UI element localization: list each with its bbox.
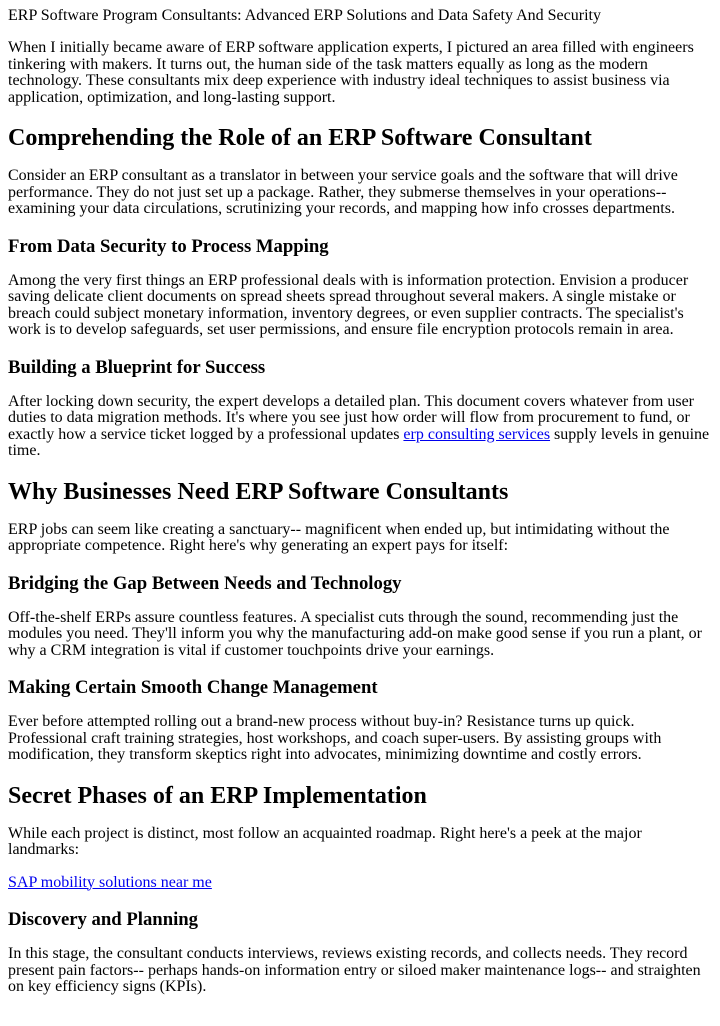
sap-mobility-solutions-link[interactable]: SAP mobility solutions near me [8, 873, 212, 891]
subsection-paragraph-data-security: Among the very first things an ERP professional deals with is information protection. Envision a producer saving delicate client documents on spread sheets spread throughout several makers. A single mistake or breach could subject monetary information, inventory degrees, or even supplier contracts. The specialist's work is to develop safeguards, set user permissions, and ensure file encryption protocols remain in area. [8, 271, 689, 338]
subsection-paragraph-blueprint [8, 394, 712, 460]
section-paragraph-phases: While each project is distinct, most follow an acquainted roadmap. Right here's a peek at the major landmarks: [8, 824, 642, 858]
subsection-heading-data-security: From Data Security to Process Mapping [8, 235, 329, 257]
document-title: ERP Software Program Consultants: Advanced ERP Solutions and Data Safety And Security [8, 7, 601, 24]
subsection-paragraph-change-management: Ever before attempted rolling out a brand-new process without buy-in? Resistance turns up quick. Professional craft training strategies, host workshops, and coach super-users. By assisting groups with modification, they transform skeptics right into advocates, minimizing downtime and costly errors. [8, 713, 662, 763]
blueprint-text-after-link: supply levels in genuine time. [8, 425, 710, 459]
subsection-heading-discovery: Discovery and Planning [8, 909, 199, 930]
sap-link-paragraph [8, 875, 712, 892]
subsection-paragraph-discovery: In this stage, the consultant conducts interviews, reviews existing records, and collects needs. They record present pain factors-- perhaps hands-on information entry or siloed maker maintenance logs-- and straighten on key efficiency signs (KPIs). [8, 945, 701, 995]
section-heading-role: Comprehending the Role of an ERP Software Consultant [8, 125, 592, 151]
subsection-paragraph-bridging-gap: Off-the-shelf ERPs assure countless features. A specialist cuts through the sound, recommending just the modules you need. They'll inform you why the manufacturing add-on make good sense if you run a plant, or why a CRM integration is vital if customer touchpoints drive your earnings. [8, 608, 702, 659]
section-heading-why-businesses: Why Businesses Need ERP Software Consultants [8, 478, 509, 505]
intro-paragraph: When I initially became aware of ERP software application experts, I pictured an area filled with engineers tinkering with makers. It turns out, the human side of the task matters equally as long as the modern technology. These consultants mix deep experience with industry ideal techniques to assist business via application, optimization, and long-lasting support. [8, 39, 694, 106]
subsection-heading-change-management: Making Certain Smooth Change Management [8, 677, 378, 698]
blueprint-text-before-link: After locking down security, the expert develops a detailed plan. This document covers whatever from user duties to data migration methods. It's where you see just how order will flow from procurement to fund, or exactly how a service ticket logged by a professional updates [8, 392, 694, 443]
document-page [0, 8, 720, 996]
subsection-heading-bridging-gap: Bridging the Gap Between Needs and Technology [8, 572, 402, 594]
erp-consulting-services-link[interactable]: erp consulting services [403, 425, 551, 443]
section-paragraph-why-businesses: ERP jobs can seem like creating a sanctuary-- magnificent when ended up, but intimidating without the appropriate competence. Right here's why generating an expert pays for itself: [8, 520, 670, 554]
section-heading-phases: Secret Phases of an ERP Implementation [8, 782, 427, 809]
section-paragraph-role: Consider an ERP consultant as a translator in between your service goals and the software that will drive performance. They do not just set up a package. Rather, they submerse themselves in your operations-- examining your data circulations, scrutinizing your records, and mapping how info crosses departments. [8, 167, 678, 217]
subsection-heading-blueprint: Building a Blueprint for Success [8, 356, 266, 378]
